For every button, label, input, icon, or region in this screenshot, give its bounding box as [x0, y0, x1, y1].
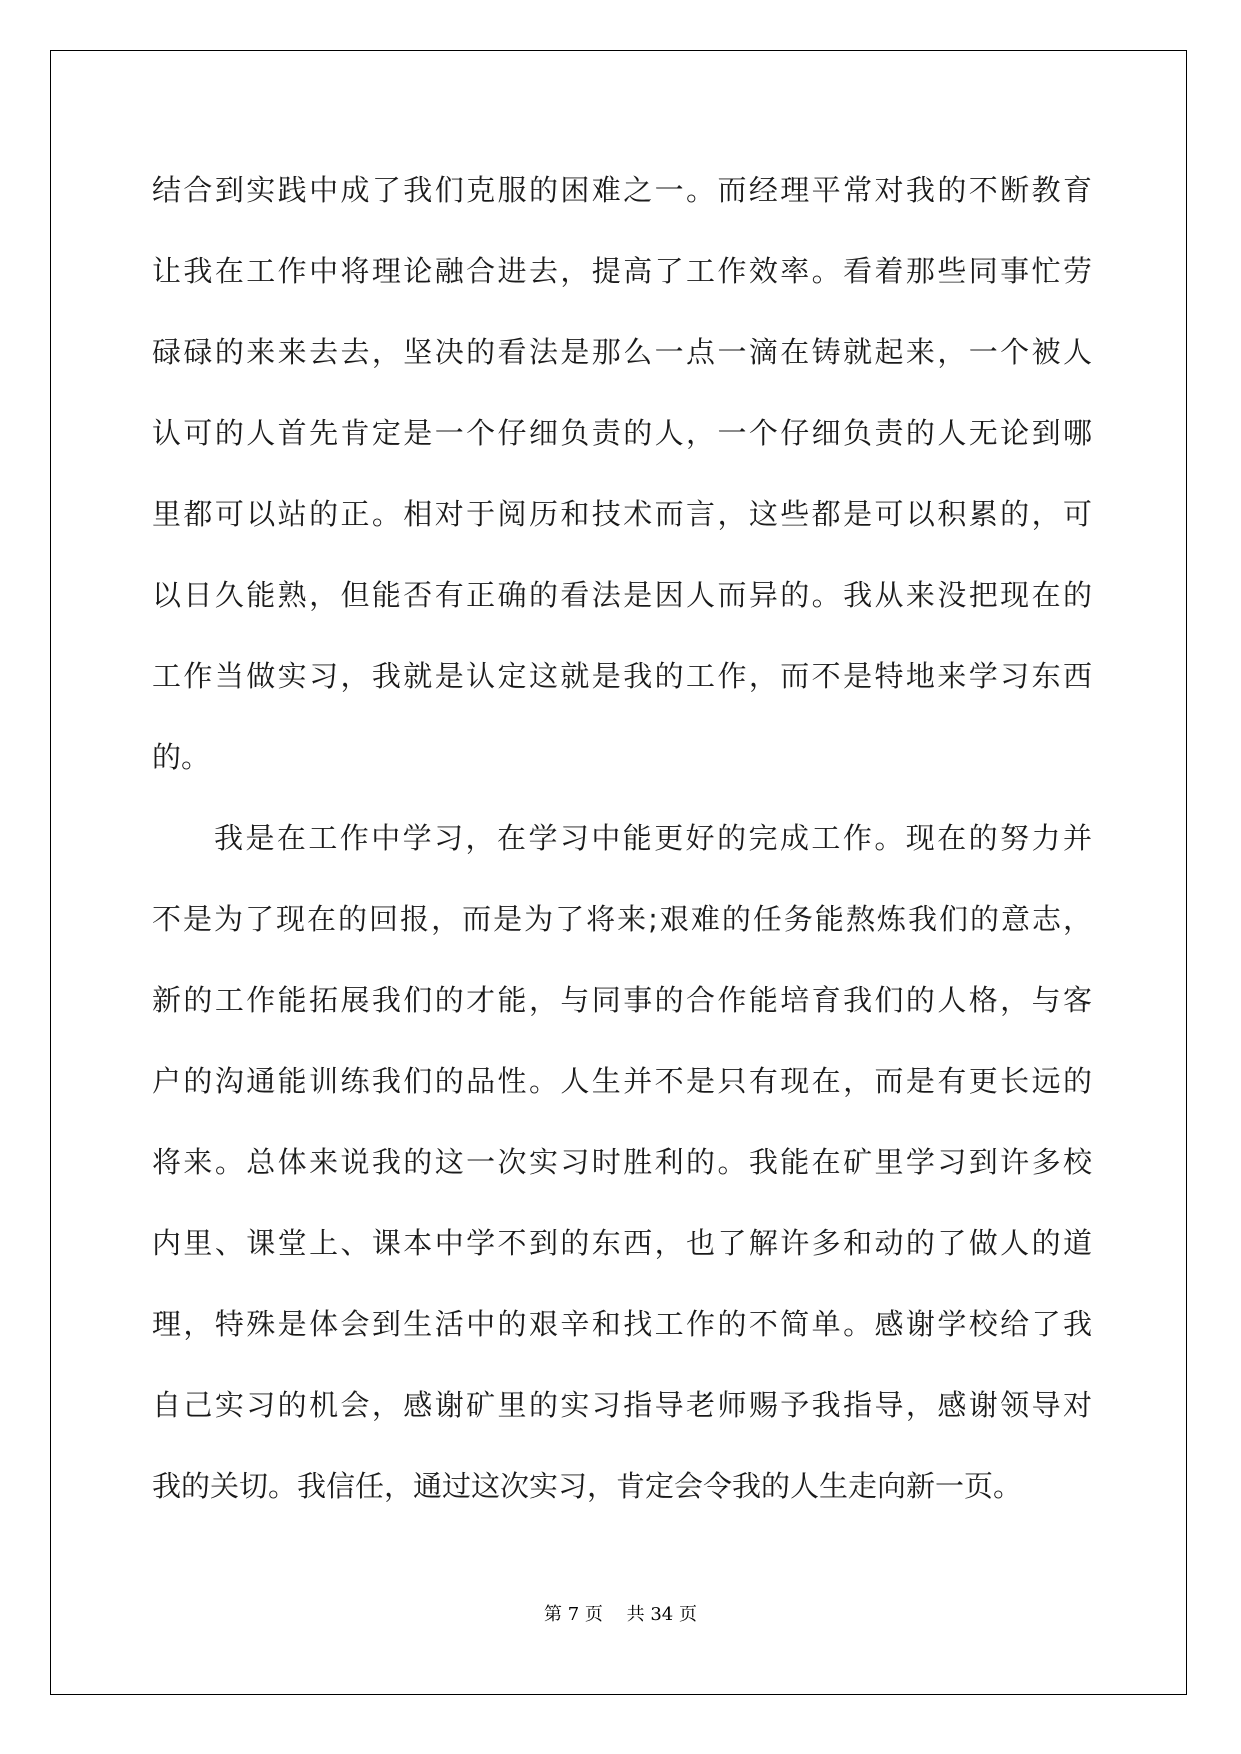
text-line: 我是在工作中学习，在学习中能更好的完成工作。现在的努力并: [214, 821, 1092, 855]
text-line: 不是为了现在的回报，而是为了将来;艰难的任务能熬炼我们的意志，: [152, 902, 1092, 936]
page-number-footer: 第 7 页 共 34 页: [544, 1604, 697, 1625]
paragraph: [152, 150, 1092, 798]
text-line: 我的关切。我信任，通过这次实习，肯定会令我的人生走向新一页。: [152, 1469, 1023, 1503]
text-line: 结合到实践中成了我们克服的困难之一。而经理平常对我的不断教育: [152, 173, 1092, 207]
text-line: 新的工作能拓展我们的才能，与同事的合作能培育我们的人格，与客: [152, 983, 1092, 1017]
text-line: 让我在工作中将理论融合进去，提高了工作效率。看着那些同事忙劳: [152, 254, 1092, 288]
text-line: 理，特殊是体会到生活中的艰辛和找工作的不简单。感谢学校给了我: [152, 1307, 1092, 1341]
text-line: 的。: [152, 740, 211, 774]
text-line: 将来。总体来说我的这一次实习时胜利的。我能在矿里学习到许多校: [152, 1145, 1092, 1179]
document-body: [152, 150, 1092, 1527]
text-line: 自己实习的机会，感谢矿里的实习指导老师赐予我指导，感谢领导对: [152, 1388, 1092, 1422]
text-line: 碌碌的来来去去，坚决的看法是那么一点一滴在铸就起来，一个被人: [152, 335, 1092, 369]
text-line: 认可的人首先肯定是一个仔细负责的人，一个仔细负责的人无论到哪: [152, 416, 1092, 450]
text-line: 以日久能熟，但能否有正确的看法是因人而异的。我从来没把现在的: [152, 578, 1092, 612]
text-line: 户的沟通能训练我们的品性。人生并不是只有现在，而是有更长远的: [152, 1064, 1092, 1098]
text-line: 工作当做实习，我就是认定这就是我的工作，而不是特地来学习东西: [152, 659, 1092, 693]
text-line: 内里、课堂上、课本中学不到的东西，也了解许多和动的了做人的道: [152, 1226, 1092, 1260]
paragraph: [152, 798, 1092, 1527]
text-line: 里都可以站的正。相对于阅历和技术而言，这些都是可以积累的，可: [152, 497, 1092, 531]
